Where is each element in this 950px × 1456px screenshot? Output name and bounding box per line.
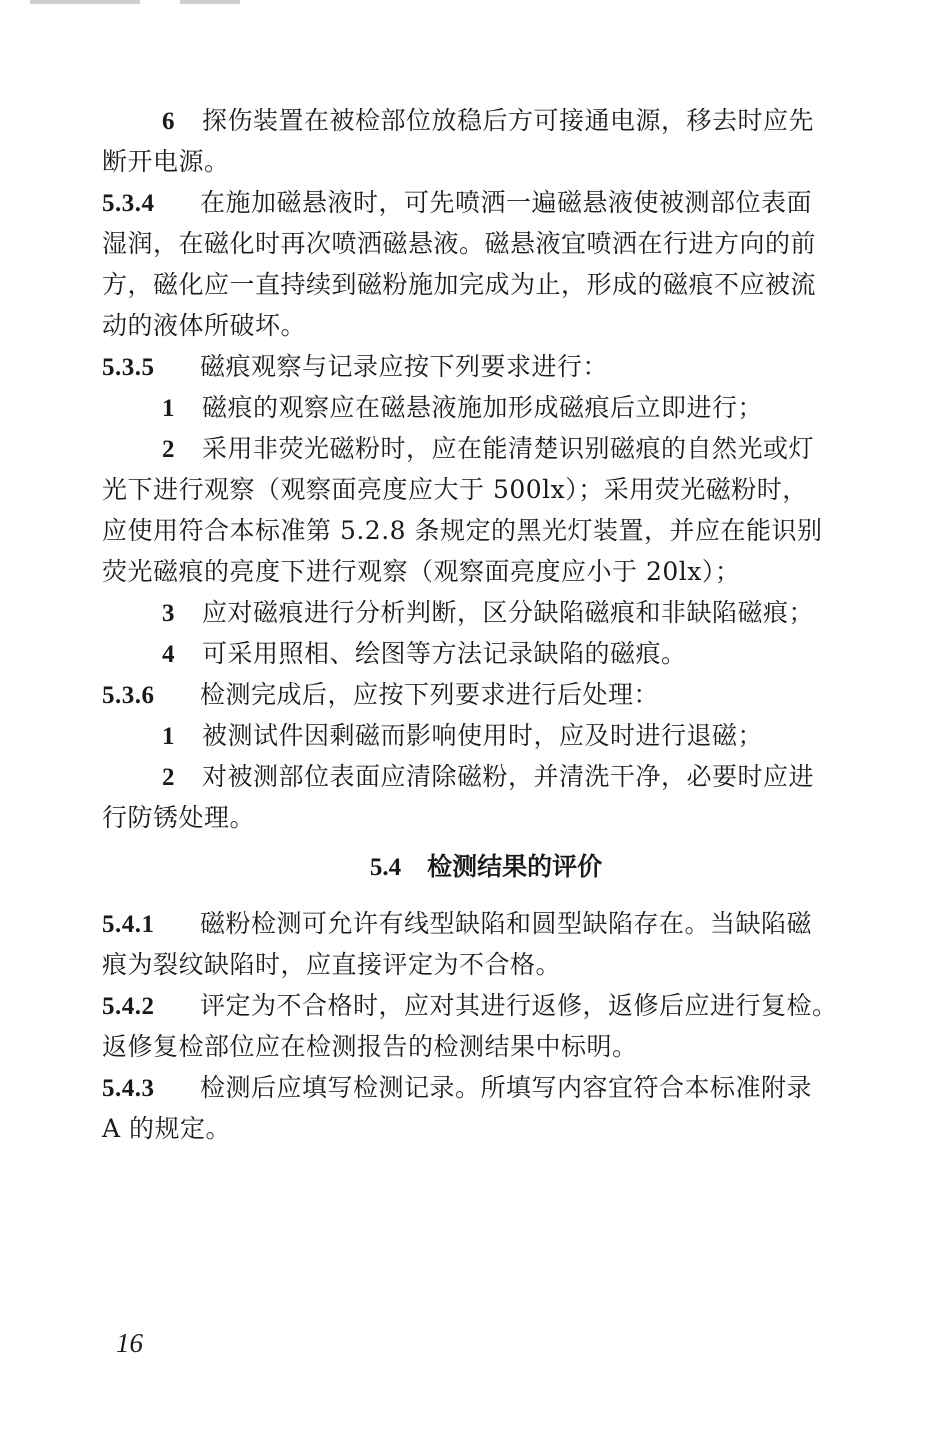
line-text: 痕为裂纹缺陷时，应直接评定为不合格。 [102, 950, 562, 979]
line-text: 动的液体所破坏。 [102, 311, 307, 340]
line-text: 行防锈处理。 [102, 803, 256, 832]
text-line [102, 346, 870, 387]
item-number: 3 [162, 600, 175, 627]
line-text: 在施加磁悬液时，可先喷洒一遍磁悬液使被测部位表面 [200, 188, 813, 217]
item-number: 1 [162, 723, 175, 750]
text-line [102, 100, 870, 141]
line-text: 检测后应填写检测记录。所填写内容宜符合本标准附录 [200, 1073, 813, 1102]
line-text: 应使用符合本标准第 5.2.8 条规定的黑光灯装置，并应在能识别 [102, 516, 823, 545]
text-line [102, 387, 870, 428]
text-line [102, 1067, 870, 1108]
clause-paragraph [102, 674, 870, 715]
clause-paragraph [102, 903, 870, 985]
list-item-paragraph [102, 428, 870, 592]
item-number: 6 [162, 108, 175, 135]
clause-number: 5.3.6 [102, 682, 155, 709]
line-text: 被测试件因剩磁而影响使用时，应及时进行退磁； [202, 721, 764, 750]
item-number: 2 [162, 436, 175, 463]
text-line [102, 633, 870, 674]
text-line [102, 756, 870, 797]
item-number: 4 [162, 641, 175, 668]
line-text: 可采用照相、绘图等方法记录缺陷的磁痕。 [202, 639, 687, 668]
line-text: 对被测部位表面应清除磁粉，并清洗干净，必要时应进 [202, 762, 815, 791]
item-number: 2 [162, 764, 175, 791]
clause-paragraph [102, 1067, 870, 1149]
line-text: 应对磁痕进行分析判断，区分缺陷磁痕和非缺陷磁痕； [202, 598, 815, 627]
line-text: 方，磁化应一直持续到磁粉施加完成为止，形成的磁痕不应被流 [102, 270, 817, 299]
line-text: 磁痕观察与记录应按下列要求进行： [200, 352, 609, 381]
list-item-paragraph [102, 100, 870, 182]
list-item-paragraph [102, 387, 870, 428]
text-line [102, 903, 870, 944]
page-number: 16 [116, 1328, 143, 1358]
text-line [102, 141, 870, 182]
clause-paragraph [102, 985, 870, 1067]
text-line [102, 182, 870, 223]
text-line [102, 715, 870, 756]
item-number: 1 [162, 395, 175, 422]
scan-edge-mark-left [30, 0, 140, 4]
document-body [102, 100, 870, 1149]
line-text: A 的规定。 [102, 1114, 232, 1143]
text-line [102, 985, 870, 1026]
text-line [102, 510, 870, 551]
list-item-paragraph [102, 715, 870, 756]
text-line [102, 305, 870, 346]
line-text: 磁痕的观察应在磁悬液施加形成磁痕后立即进行； [202, 393, 764, 422]
clause-number: 5.3.4 [102, 190, 155, 217]
list-item-paragraph [102, 592, 870, 633]
line-text: 磁粉检测可允许有线型缺陷和圆型缺陷存在。当缺陷磁 [200, 909, 813, 938]
text-line [102, 551, 870, 592]
section-heading-title: 检测结果的评价 [427, 852, 603, 881]
line-text: 返修复检部位应在检测报告的检测结果中标明。 [102, 1032, 638, 1061]
clause-paragraph [102, 346, 870, 387]
list-item-paragraph [102, 633, 870, 674]
section-heading [102, 846, 870, 887]
text-line [102, 1108, 870, 1149]
line-text: 探伤装置在被检部位放稳后方可接通电源，移去时应先 [202, 106, 815, 135]
line-text: 采用非荧光磁粉时，应在能清楚识别磁痕的自然光或灯 [202, 434, 815, 463]
text-line [102, 428, 870, 469]
line-text: 湿润，在磁化时再次喷洒磁悬液。磁悬液宜喷洒在行进方向的前 [102, 229, 817, 258]
list-item-paragraph [102, 756, 870, 838]
text-line [102, 469, 870, 510]
clause-paragraph [102, 182, 870, 346]
text-line [102, 223, 870, 264]
line-text: 评定为不合格时，应对其进行返修，返修后应进行复检。 [200, 991, 838, 1020]
text-line [102, 264, 870, 305]
clause-number: 5.4.2 [102, 993, 155, 1020]
line-text: 断开电源。 [102, 147, 230, 176]
section-heading-number: 5.4 [369, 854, 402, 881]
text-line [102, 944, 870, 985]
line-text: 检测完成后，应按下列要求进行后处理： [200, 680, 660, 709]
text-line [102, 1026, 870, 1067]
text-line [102, 592, 870, 633]
scan-edge-mark-right [180, 0, 240, 4]
clause-number: 5.4.1 [102, 911, 155, 938]
text-line [102, 797, 870, 838]
line-text: 光下进行观察（观察面亮度应大于 500lx）；采用荧光磁粉时， [102, 475, 808, 504]
clause-number: 5.3.5 [102, 354, 155, 381]
line-text: 荧光磁痕的亮度下进行观察（观察面亮度应小于 20lx）； [102, 557, 741, 586]
text-line [102, 674, 870, 715]
clause-number: 5.4.3 [102, 1075, 155, 1102]
